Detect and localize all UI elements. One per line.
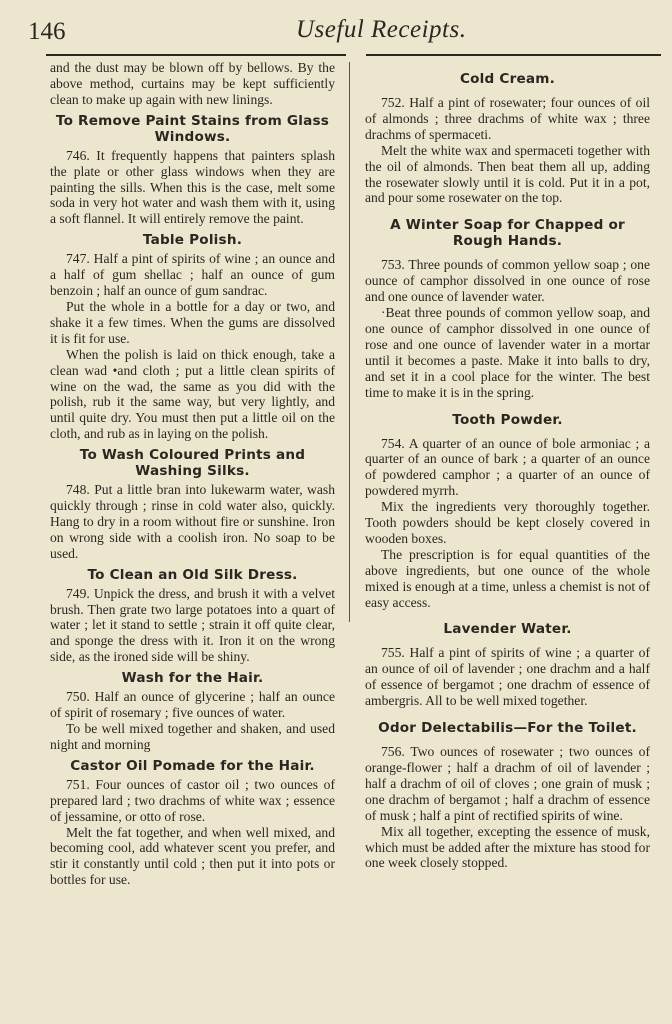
header-rule-right [366,54,661,56]
recipe-paragraph: 751. Four ounces of castor oil ; two ounces of prepared lard ; two drachms of white wax ; essence of jessamine, or otto of rose. [50,776,335,824]
recipe-paragraph: 753. Three pounds of common yellow soap ; one ounce of camphor dissolved in one ounce of rose and one ounce of lavender water. [365,257,650,305]
recipe-paragraph: 749. Unpick the dress, and brush it with a velvet brush. Then grate two large potatoes into a quart of water ; let it stand to settle ; strain it off quite clear, and sponge the dress with it. Iron it on the wrong side, as the ironed side will be shiny. [50,585,335,665]
recipe-heading: Tooth Powder. [452,411,563,428]
recipe-paragraph: 752. Half a pint of rosewater; four ounces of oil of almonds ; three drachms of white wax ; three drachms of spermaceti. [365,95,650,142]
recipe-heading: To Clean an Old Silk Dress. [87,566,298,583]
recipe-paragraph: To be well mixed together and shaken, and used night and morning [50,721,335,752]
page-header [28,14,658,54]
column-divider [349,62,350,622]
recipe-paragraph: The prescription is for equal quantities of the above ingredients, but one ounce of the whole mixed is enough at a time, unless a chemist is not of easy access. [365,546,650,610]
recipe-heading: Castor Oil Pomade for the Hair. [70,757,315,774]
recipe-heading: To Remove Paint Stains from Glass Windows. [55,112,330,145]
recipe-heading: A Winter Soap for Chapped or Rough Hands. [390,217,625,250]
recipe-paragraph: Melt the fat together, and when well mixed, and becoming cool, add whatever scent you prefer, and stir it constantly until cold ; then put it into pots or bottles for use. [50,824,335,888]
page-number: 146 [28,18,66,45]
recipe-heading: Cold Cream. [459,71,556,87]
recipe-heading: Odor Delectabilis—For the Toilet. [378,720,637,737]
paragraph: and the dust may be blown off by bellows. By the above method, curtains may be kept sufficiently clean to make up again with new linings. [50,60,335,107]
right-column [365,60,650,871]
running-title: Useful Receipts. [296,16,467,43]
recipe-paragraph: Mix all together, excepting the essence of musk, which must be added after the mixture has stood for one week closely stopped. [365,823,650,871]
recipe-heading: Table Polish. [142,232,243,249]
recipe-paragraph: 756. Two ounces of rosewater ; two ounces of orange-flower ; half a drachm of oil of lavender ; half a drachm of oil of cloves ; one grain of musk ; one drachm of bergamot ; half a drachm of essence of musk ; half a pint of rectified spirits of wine. [365,744,650,823]
recipe-paragraph: Mix the ingredients very thoroughly together. Tooth powders should be kept closely covered in wooden boxes. [365,499,650,546]
recipe-paragraph: ·Beat three pounds of common yellow soap, and one ounce of camphor dissolved in one ounce of rose and one ounce of lavender water in a mortar until it becomes a paste. Make it into balls to dry, and set it in a cool place for the winter. The best time to make it is in the spring. [365,305,650,400]
recipe-heading: Lavender Water. [443,621,572,638]
recipe-paragraph: 754. A quarter of an ounce of bole armoniac ; a quarter of an ounce of bark ; a quarter of an ounce of powdered camphor ; a quarter of an ounce of powdered myrrh. [365,435,650,499]
recipe-paragraph: 755. Half a pint of spirits of wine ; a quarter of an ounce of oil of lavender ; one drachm and a half of essence of bergamot ; one drachm of essence of ambergris. All to be well mixed together. [365,645,650,709]
recipe-heading: Wash for the Hair. [121,670,264,687]
recipe-paragraph: 746. It frequently happens that painters splash the plate or other glass windows when they are painting the sills. When this is the case, melt some soda in very hot water and wash them with it, using a soft flannel. It will entirely remove the paint. [50,147,335,227]
recipe-paragraph: Put the whole in a bottle for a day or two, and shake it a few times. When the gums are dissolved it is fit for use. [50,298,335,346]
recipe-paragraph: 750. Half an ounce of glycerine ; half an ounce of spirit of rosemary ; five ounces of water. [50,689,335,721]
recipe-paragraph: 748. Put a little bran into lukewarm water, wash quickly through ; rinse in cold water also, quickly. Hang to dry in a room without fire or sunshine. Iron on wrong side with a coolish iron. No soap to be used. [50,482,335,561]
recipe-paragraph: When the polish is laid on thick enough, take a clean wad •and cloth ; put a little clean spirits of wine on the wad, the same as you did with the polish, rub it the same way, but very lightly, and until quite dry. You must then put a little oil on the cloth, and rub as in laying on the polish. [50,346,335,442]
header-rule-left [46,54,346,56]
recipe-heading: To Wash Coloured Prints and Washing Silks. [79,447,306,480]
left-column [50,60,335,888]
recipe-paragraph: Melt the white wax and spermaceti together with the oil of almonds. Then beat them all up, adding the rosewater slowly until it is cold. Put it in a pot, and pour some rosewater on the top. [365,142,650,206]
recipe-paragraph: 747. Half a pint of spirits of wine ; an ounce and a half of gum shellac ; half an ounce of gum benzoin ; half an ounce of gum sandrac. [50,251,335,299]
